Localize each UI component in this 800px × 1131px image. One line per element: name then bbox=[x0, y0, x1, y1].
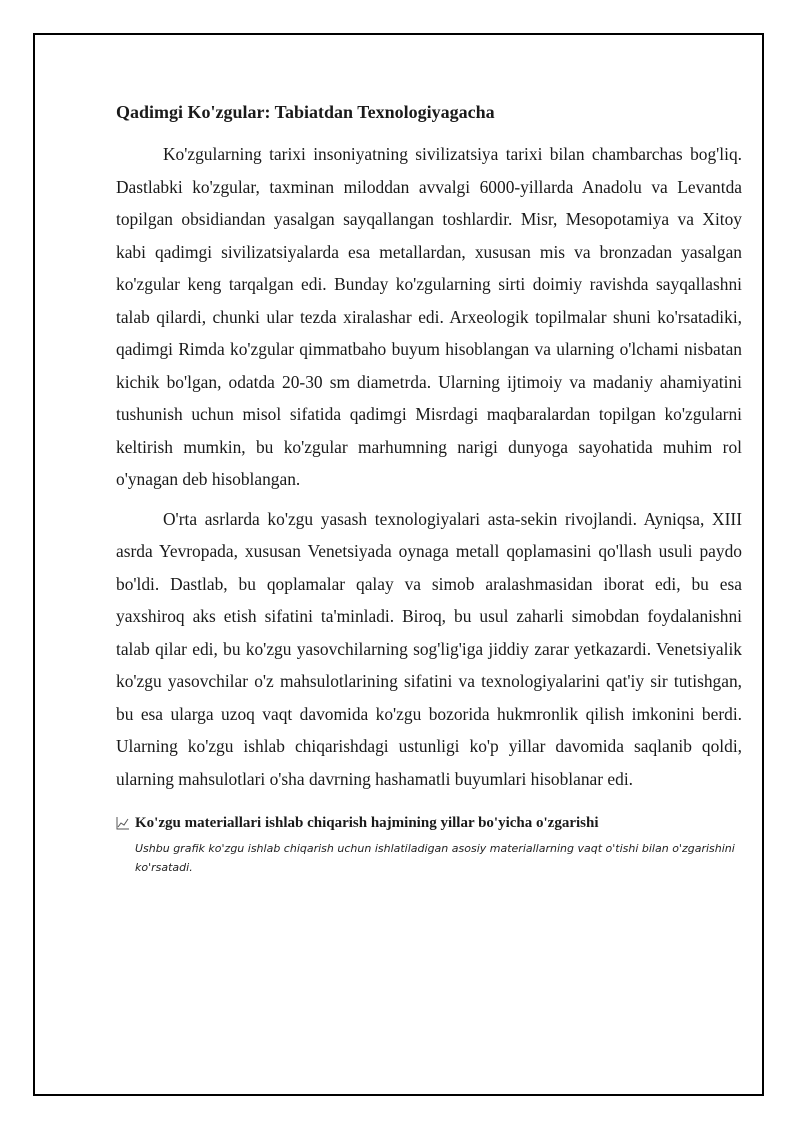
figure-heading bbox=[116, 813, 742, 833]
paragraph-1: Ko'zgularning tarixi insoniyatning sivilizatsiya tarixi bilan chambarchas bog'liq. Dastlabki ko'zgular, taxminan miloddan avvalgi 6000-yillarda Anadolu va Levantda topilgan obsidiandan yasalgan sayqallangan toshlardir. Misr, Mesopotamiya va Xitoy kabi qadimgi sivilizatsiyalarda esa metallardan, xususan mis va bronzadan yasalgan ko'zgular keng tarqalgan edi. Bunday ko'zgularning sirti doimiy ravishda sayqallashni talab qilardi, chunki ular tezda xiralashar edi. Arxeologik topilmalar shuni ko'rsatadiki, qadimgi Rimda ko'zgular qimmatbaho buyum hisoblangan va ularning o'lchami nisbatan kichik bo'lgan, odatda 20-30 sm diametrda. Ularning ijtimoiy va madaniy ahamiyatini tushunish uchun misol sifatida qadimgi Misrdagi maqbaralardan topilgan ko'zgularni keltirish mumkin, bu ko'zgular marhumning narigi dunyoga sayohatida muhim rol o'ynagan deb hisoblangan. bbox=[116, 144, 742, 489]
figure-title: Ko'zgu materiallari ishlab chiqarish hajmining yillar bo'yicha o'zgarishi bbox=[135, 815, 599, 831]
paragraph-2: O'rta asrlarda ko'zgu yasash texnologiyalari asta-sekin rivojlandi. Ayniqsa, XIII asrda Yevropada, xususan Venetsiyada oynaga metall qoplamasini qo'llash usuli paydo bo'ldi. Dastlab, bu qoplamalar qalay va simob aralashmasidan iborat edi, bu esa yaxshiroq aks etish sifatini ta'minladi. Biroq, bu usul zaharli simobdan foydalanishni talab qilar edi, bu ko'zgu yasovchilarning sog'lig'iga jiddiy zarar yetkazardi. Venetsiyalik ko'zgu yasovchilar o'z mahsulotlarining sifatini va texnologiyalarini qat'iy sir tutishgan, bu esa ularga uzoq vaqt davomida ko'zgu bozorida hukmronlik qilish imkonini berdi. Ularning ko'zgu ishlab chiqarishdagi ustunligi ko'p yillar davomida saqlanib qoldi, ularning mahsulotlari o'sha davrning hashamatli buyumlari hisoblanar edi. bbox=[116, 508, 742, 789]
chart-icon bbox=[116, 816, 130, 830]
document-title: Qadimgi Ko'zgular: Tabiatdan Texnologiyagacha bbox=[116, 102, 495, 122]
document-body bbox=[116, 100, 742, 877]
figure-caption: Ushbu grafik ko'zgu ishlab chiqarish uchun ishlatiladigan asosiy materiallarning vaqt o'tishi bilan o'zgarishini ko'rsatadi. bbox=[135, 842, 735, 874]
